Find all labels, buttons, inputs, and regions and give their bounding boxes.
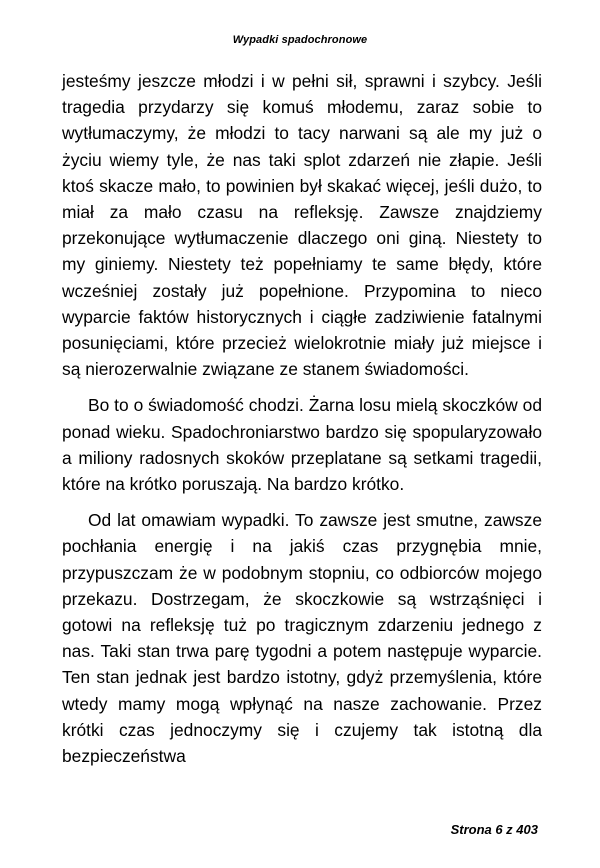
paragraph-continued: jesteśmy jeszcze młodzi i w pełni sił, sprawni i szybcy. Jeśli tragedia przydarzy się komuś młodemu, zaraz sobie to wytłumaczymy, że młodzi to tacy narwani są ale my już o życiu wiemy tyle, że nas taki splot zdarzeń nie złapie. Jeśli ktoś skacze mało, to powinien był skakać więcej, jeśli dużo, to miał za mało czasu na refleksję. Zawsze znajdziemy przekonujące wytłumaczenie dlaczego oni giną. Niestety to my giniemy. Niestety też popełniamy te same błędy, które wcześniej zostały już popełnione. Przypomina to nieco wyparcie faktów historycznych i ciągłe zadziwienie fatalnymi posunięciami, które przecież wielokrotnie miały już miejsce i są nierozerwalnie związane ze stanem świadomości.: [62, 71, 542, 380]
running-header: Wypadki spadochronowe: [232, 34, 368, 46]
body-text: [62, 68, 542, 769]
page-number: Strona 6 z 403: [450, 822, 538, 837]
paragraph: Od lat omawiam wypadki. To zawsze jest smutne, zawsze pochłania energię i na jakiś czas przygnębia mnie, przypuszczam że w podobnym stopniu, co odbiorców mojego przekazu. Dostrzegam, że skoczkowie są wstrząśnięci i gotowi na refleksję tuż po tragicznym zdarzeniu jednego z nas. Taki stan trwa parę tygodni a potem następuje wyparcie. Ten stan jednak jest bardzo istotny, gdyż przemyślenia, które wtedy mamy mogą wpłynąć na nasze zachowanie. Przez krótki czas jednoczymy się i czujemy tak istotną dla bezpieczeństwa: [62, 510, 542, 767]
paragraph: Bo to o świadomość chodzi. Żarna losu mielą skoczków od ponad wieku. Spadochroniarstwo bardzo się spopularyzowało a miliony radosnych skoków przeplatane są setkami tragedii, które na krótko poruszają. Na bardzo krótko.: [62, 395, 542, 495]
